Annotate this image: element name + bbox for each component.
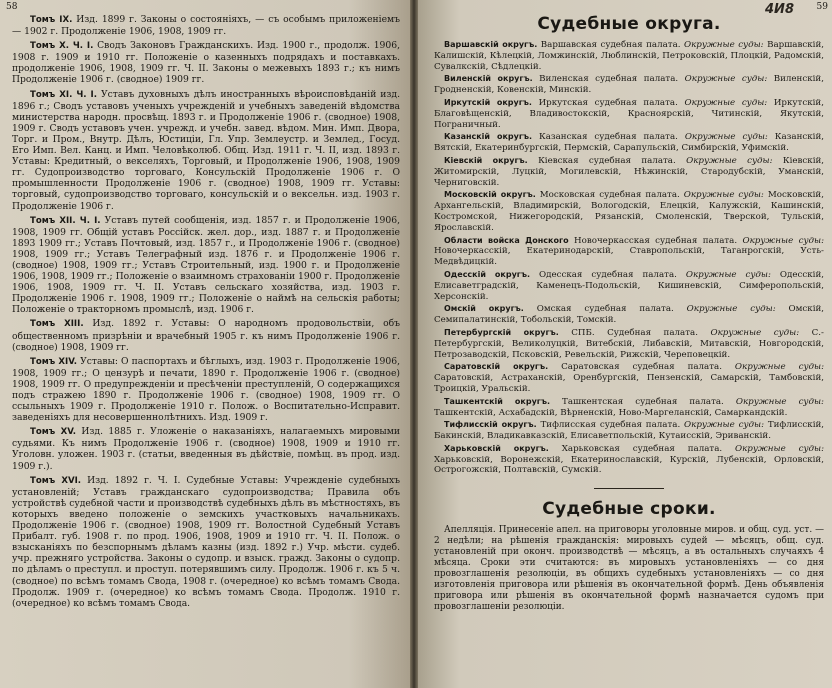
okrug-entry bbox=[434, 132, 824, 154]
volume-entry bbox=[12, 40, 400, 85]
handwritten-stamp: 4И8 bbox=[765, 2, 794, 17]
okruzhnye-label: Окружные суды: bbox=[684, 74, 768, 85]
book-gutter bbox=[410, 0, 418, 688]
okrug-palata: Новочеркасская судебная палата. bbox=[574, 235, 738, 246]
okrug-entry bbox=[434, 420, 824, 442]
volume-heading: Томъ XV. bbox=[30, 427, 77, 438]
volume-text: Уставъ путей сообщенiя, изд. 1857 г. и Продолженiе 1906, 1908, 1909 гг. Общiй уставъ Россiйск. жел. дор., изд. 1887 г. и Продолженiе 1893 1909 гг.; Уставъ Почтовый, изд. 1857 г., и Продолженiе 1906 г. (сводное) 1908, 1909 гг.; Уставъ Телеграфный изд. 1876 г. и Продолженiе 1906 г. (сводное) 1908, 1909 гг.; Уставъ Строительный, изд. 1900 г. и Продолженiе 1906, 1908, 1909 гг.; Положенiе о взаимномъ страхованiи 1900 г. Продолженiе 1906, 1908, 1909 гг. Ч. II. Уставъ сельскаго хозяйства, изд. 1903 г. Продолженiе 1906 г. 1908, 1909 гг.; Положенiе о наймѣ на сельскiя работы; Положенiе о тракторномъ промыслѣ, изд. 1906 г. bbox=[12, 214, 400, 316]
okrug-entry bbox=[434, 362, 824, 394]
volume-heading: Томъ XII. Ч. I. bbox=[30, 215, 101, 226]
okrug-name: Иркутскiй округъ. bbox=[444, 97, 532, 107]
okrug-palata: Казанская судебная палата. bbox=[538, 132, 678, 143]
okruzhnye-label: Окружные суды: bbox=[742, 235, 825, 246]
okrug-entry bbox=[434, 444, 824, 476]
okruga-list bbox=[434, 40, 824, 476]
volume-text: Изд. 1892 г. Уставы: О народномъ продовольствiи, объ общественномъ призрѣнiи и врачебный 1905 г. къ нимъ Продолженiе 1906 г. (сводное) 1908, 1909 гг. bbox=[12, 318, 400, 353]
volume-text: Уставы: О паспортахъ и бѣглыхъ, изд. 1903 г. Продолженiе 1906, 1908, 1909 гг.; О цензурѣ и печати, 1890 г. Продолженiе 1906 г. (сводное) 1908, 1909 гг. О предупрежденiи и пресѣченiи преступленiй, О содержащихся подъ стражею 1890 г. Продолженiе 1906 г. (сводное) 1908, 1909 гг. О ссыльныхъ 1909 г. Продолженiе 1910 г. Полож. о Воспитательно-Исправит. заведенiяхъ для несовершеннолѣтнихъ. Изд. 1909 г. bbox=[12, 355, 401, 424]
okrug-entry bbox=[434, 156, 824, 188]
okrug-sudy: Новочеркасскiй, Екатеринодарскiй, Ставропольскiй, Таганрогскiй, Усть-Медвѣдицкiй. bbox=[434, 246, 824, 268]
sroki-text: Апелляцiя. Принесенiе апел. на приговоры уголовные миров. и общ. суд. уст. — 2 недѣли; на рѣшенiя гражданскiя: мировыхъ судей — мѣсяцъ, общ. суд. установленiй при оконч. производствѣ — мѣсяцъ, а въ остальныхъ случаяхъ 4 мѣсяца. Сроки эти считаются: въ мировыхъ установленiяхъ — со дня провозглашенiя резолюцiи, въ общихъ судебныхъ установленiяхъ — со дня изготовленiя приговора или рѣшенiя въ окончательной формѣ. День объявленiя приговора или рѣшенiя въ окончательной формѣ назначается судомъ при провозглашенiи резолюцiи. bbox=[434, 525, 824, 613]
okrug-palata: Московская судебная палата. bbox=[539, 190, 680, 201]
volume-entry bbox=[12, 426, 400, 471]
okruzhnye-label: Окружные суды: bbox=[683, 190, 764, 201]
okrug-name: Саратовскiй округъ. bbox=[444, 362, 549, 372]
okruzhnye-label: Окружные суды: bbox=[710, 327, 800, 338]
okruzhnye-label: Окружные суды: bbox=[735, 443, 824, 454]
okruzhnye-label: Окружные суды: bbox=[686, 304, 776, 315]
okrug-palata: Кiевская судебная палата. bbox=[538, 155, 676, 166]
okrug-palata: Варшавская судебная палата. bbox=[540, 40, 681, 50]
okrug-name: Казанскiй округъ. bbox=[444, 132, 533, 142]
okrug-name: Одесскiй округъ. bbox=[444, 269, 531, 279]
volume-entry bbox=[12, 318, 400, 352]
section-divider bbox=[594, 488, 664, 489]
okruzhnye-label: Окружные суды: bbox=[734, 362, 824, 373]
okrug-sudy: Московскiй, Архангельскiй, Владимирскiй, Вологодскiй, Елецкiй, Калужскiй, Кашинскiй, Костромской, Нижегородскiй, Рязанскiй, Смоленскiй, Тверской, Тульскiй, Ярославскiй. bbox=[434, 190, 824, 233]
okrug-entry bbox=[434, 328, 824, 360]
volume-heading: Томъ XIV. bbox=[30, 356, 78, 367]
volume-text: Изд. 1899 г. Законы о состоянiяхъ, — съ особымъ приложенiемъ — 1902 г. Продолженiе 1906, 1908, 1909 гг. bbox=[12, 14, 400, 38]
okrug-palata: Виленская судебная палата. bbox=[539, 74, 679, 85]
okruzhnye-label: Окружные суды: bbox=[735, 396, 824, 407]
okrug-sudy: С.-Петербургскiй, Великолуцкiй, Витебскiй, Либавскiй, Митавскiй, Новгородскiй, Петрозаводскiй, Псковскiй, Ревельскiй, Рижскiй, Череповецкiй. bbox=[434, 327, 824, 360]
okrug-sudy: Иркутскiй, Благовѣщенскiй, Владивостокскiй, Красноярскiй, Читинскiй, Якутскiй, Пограничный. bbox=[434, 97, 824, 130]
page-number-left: 58 bbox=[6, 2, 18, 12]
okrug-sudy: Ташкентскiй, Асхабадскiй, Вѣрненскiй, Ново-Маргеланскiй, Самаркандскiй. bbox=[434, 407, 788, 418]
okrug-sudy: Одесскiй, Елисаветградскiй, Каменецъ-Подольскiй, Кишиневскiй, Симферопольскiй, Херсонскiй. bbox=[434, 269, 824, 302]
okrug-entry bbox=[434, 190, 824, 233]
volume-entry bbox=[12, 89, 400, 212]
okrug-entry bbox=[434, 74, 824, 96]
okrug-name: Харьковскiй округъ. bbox=[444, 443, 549, 453]
okrug-name: Омскiй округъ. bbox=[444, 304, 524, 314]
okrug-palata: Тифлисская судебная палата. bbox=[540, 420, 681, 431]
okrug-entry bbox=[434, 397, 824, 419]
okrug-name: Тифлисскiй округъ. bbox=[444, 420, 537, 430]
okrug-sudy: Омскiй, Семипалатинскiй, Тобольскiй, Томскiй. bbox=[434, 304, 825, 326]
okrug-palata: Иркутская судебная палата. bbox=[538, 97, 678, 108]
okruzhnye-label: Окружные суды: bbox=[684, 40, 764, 50]
okrug-name: Варшавскiй округъ. bbox=[444, 40, 538, 49]
okruzhnye-label: Окружные суды: bbox=[686, 155, 773, 166]
volume-text: Уставъ духовныхъ дѣлъ иностранныхъ вѣроисповѣданiй изд. 1896 г.; Сводъ уставовъ ученыхъ учрежденiй и учебныхъ заведенiй вѣдомства министерства народн. просвѣщ. 1893 г. и Продолженiе 1906 г. (сводное) 1908, 1909 г. Сводъ уставовъ учен. учрежд. и учебн. завед. вѣдом. Мин. Имп. Двора, Торг. и Пром., Внутр. Дѣлъ, Юстицiи, Гл. Упр. Землеустр. и Землед., Госуд. Его Имп. Вел. Канц. и Имп. Человѣколюб. Общ. Изд. 1911 г. Ч. II, изд. 1893 г. Уставы: Кредитный, о векселяхъ, Торговый, и Продолженiе 1906, 1908, 1909 гг. Судопроизводство торговаго, Консульскiй Продолженiе 1906 г. О промышленности Продолженiе 1906 г. (сводное) 1908, 1909 гг. Уставы: торговый, судопроизводство торговаго, консульскiй и о вексельн. изд. 1903 г. Продолженiе 1906 г. bbox=[12, 88, 401, 212]
okrug-sudy: Кiевскiй, Житомирскiй, Луцкiй, Могилевскiй, Нѣжинскiй, Стародубскiй, Уманскiй, Черниговскiй. bbox=[434, 155, 825, 188]
okruzhnye-label: Окружные суды: bbox=[684, 132, 768, 143]
okrug-palata: Харьковская судебная палата. bbox=[561, 443, 723, 454]
volume-text: Сводъ Законовъ Гражданскихъ. Изд. 1900 г., продолж. 1906, 1908 г. 1909 и 1910 гг. Положенiе о казенныхъ подрядахъ и поставкахъ. продолженiе 1906, 1908, 1909 гг. Ч. II. Законы о межевыхъ 1893 г.; къ нимъ Продолженiе 1906 г. (сводное) 1909 гг. bbox=[12, 40, 400, 86]
volume-entry bbox=[12, 356, 400, 424]
okrug-sudy: Виленскiй, Гродненскiй, Ковенскiй, Минскiй. bbox=[434, 74, 824, 96]
volume-heading: Томъ IX. bbox=[30, 15, 73, 25]
okrug-entry bbox=[434, 270, 824, 302]
okrug-palata: Саратовская судебная палата. bbox=[561, 362, 722, 373]
okrug-sudy: Казанскiй, Вятскiй, Екатеринбургскiй, Пермскiй, Сарапульскiй, Симбирскiй, Уфимскiй. bbox=[434, 132, 825, 154]
volume-text: Изд. 1892 г. Ч. I. Судебные Уставы: Учрежденiе судебныхъ установленiй; Уставъ гражданскаго судопроизводства; Правила объ устройствѣ судебной части и производствѣ судебныхъ дѣлъ въ мѣстностяхъ, въ которыхъ введено положенiе о земскихъ участковыхъ начальникахъ. Продолженiе 1906 г. (сводное) 1908, 1909 гг. Волостной Судебный Уставъ Прибалт. губ. 1908 г. по прод. 1906, 1908, 1909 и 1910 гг. Ч. II. Полож. о взысканiяхъ по безспорнымъ дѣламъ казны (изд. 1892 г.) Учр. мѣсти. судеб. учр. прежняго устройства. Законы о судопр. и взыск. гражд. Законы о судопр. по дѣламъ о преступл. и проступ. потерявшимъ силу. Продолж. 1906 г. къ 5 ч. (сводное) по всѣмъ томамъ Свода, 1908 г. (очередное) ко всѣмъ томамъ Свода. Продолж. 1909 г. (очередное) ко всѣмъ томамъ Свода. Продолж. 1910 г. (очередное) ко всѣмъ томамъ Свода. bbox=[12, 474, 401, 609]
okrug-entry bbox=[434, 304, 824, 326]
volume-entry bbox=[12, 215, 400, 316]
okrug-entry bbox=[434, 40, 824, 72]
okrug-sudy: Харьковскiй, Воронежскiй, Екатеринославскiй, Курскiй, Лубенскiй, Орловскiй, Острогожскiй, Полтавскiй, Сумскiй. bbox=[434, 454, 824, 476]
okrug-name: Московскiй округъ. bbox=[444, 190, 536, 200]
okrug-name: Петербургскiй округъ. bbox=[444, 327, 559, 337]
okrug-sudy: Саратовскiй, Астраханскiй, Оренбургскiй, Пензенскiй, Самарскiй, Тамбовскiй, Троицкiй, Уральскiй. bbox=[434, 373, 824, 394]
volume-heading: Томъ XIII. bbox=[30, 319, 84, 330]
okrug-palata: Ташкентская судебная палата. bbox=[562, 396, 724, 407]
okrug-name: Ташкентскiй округъ. bbox=[444, 396, 551, 406]
okruzhnye-label: Окружные суды: bbox=[684, 97, 768, 108]
section-title-okruga: Судебные округа. bbox=[537, 14, 721, 34]
volume-heading: Томъ XVI. bbox=[30, 475, 82, 486]
okrug-palata: Одесская судебная палата. bbox=[538, 269, 677, 280]
volume-entry bbox=[12, 475, 400, 609]
okrug-entry bbox=[434, 236, 824, 268]
section-title-sroki: Судебные сроки. bbox=[542, 499, 716, 520]
left-entries bbox=[12, 14, 400, 609]
okrug-entry bbox=[434, 98, 824, 130]
okrug-palata: СПБ. Судебная палата. bbox=[571, 327, 698, 338]
okrug-sudy: Варшавскiй, Калишскiй, Кѣлецкiй, Ломжинскiй, Люблинскiй, Петроковскiй, Плоцкiй, Радомскiй, Сувалкскiй, Сѣдлецкiй. bbox=[434, 40, 825, 72]
okrug-name: Кiевскiй округъ. bbox=[444, 155, 528, 165]
volume-entry bbox=[12, 14, 400, 37]
okrug-name: Виленскiй округъ. bbox=[444, 74, 533, 84]
okruzhnye-label: Окружные суды: bbox=[685, 269, 771, 280]
volume-heading: Томъ X. Ч. I. bbox=[30, 41, 94, 52]
okrug-sudy: Тифлисскiй, Бакинскiй, Владикавказскiй, Елисаветпольскiй, Кутаисскiй, Эриванскiй. bbox=[434, 420, 825, 442]
right-page bbox=[418, 0, 832, 688]
volume-text: Изд. 1885 г. Уложенiе о наказанiяхъ, налагаемыхъ мировыми судьями. Къ нимъ Продолженiе 1906 г. (сводное) 1908, 1909 и 1910 гг. Уголовн. уложен. 1903 г. (статьи, введенныя въ дѣйствiе, помѣщ. въ прод. изд. 1909 г.). bbox=[12, 426, 400, 472]
okrug-palata: Омская судебная палата. bbox=[536, 304, 674, 315]
okruzhnye-label: Окружные суды: bbox=[684, 420, 765, 431]
left-page bbox=[0, 0, 410, 688]
page-number-right: 59 bbox=[816, 2, 828, 12]
okrug-name: Области войска Донского bbox=[444, 235, 569, 245]
volume-heading: Томъ XI. Ч. I. bbox=[30, 89, 98, 100]
